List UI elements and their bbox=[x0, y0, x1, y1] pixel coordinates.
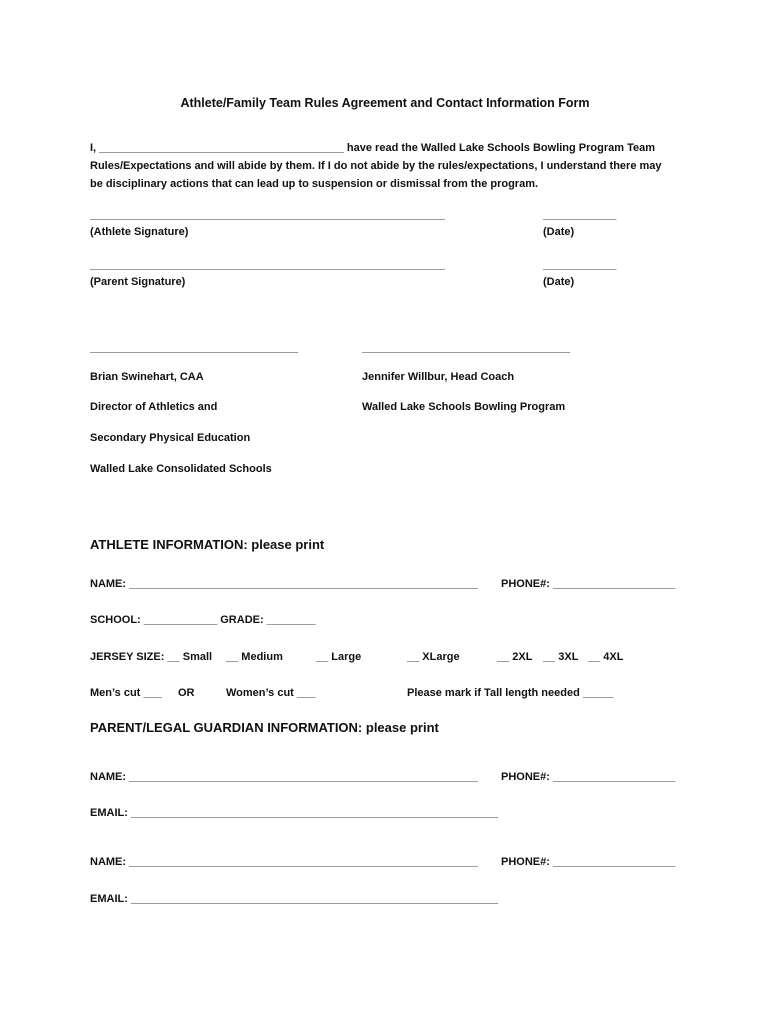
coach-name: Jennifer Willbur, Head Coach bbox=[362, 371, 515, 383]
director-name: Brian Swinehart, CAA bbox=[90, 371, 204, 383]
jersey-size-3xl[interactable]: __ 3XL bbox=[543, 651, 579, 663]
parent2-name-field[interactable]: NAME: _________________________________________________________ bbox=[90, 856, 478, 868]
jersey-size-xlarge[interactable]: __ XLarge bbox=[407, 651, 460, 663]
cut-or-label: OR bbox=[178, 687, 195, 699]
parent2-email-field[interactable]: EMAIL: ____________________________________________________________ bbox=[90, 893, 498, 905]
jersey-size-4xl[interactable]: __ 4XL bbox=[588, 651, 624, 663]
athlete-date-label: (Date) bbox=[543, 226, 575, 238]
director-title-2: Secondary Physical Education bbox=[90, 432, 251, 444]
director-title-3: Walled Lake Consolidated Schools bbox=[90, 463, 272, 475]
agreement-line-2: Rules/Expectations and will abide by them. If I do not abide by the rules/expectations, I understand there may bbox=[90, 160, 662, 172]
athlete-info-heading: ATHLETE INFORMATION: please print bbox=[90, 537, 325, 552]
parent1-name-field[interactable]: NAME: _________________________________________________________ bbox=[90, 771, 478, 783]
agreement-paragraph bbox=[90, 139, 690, 193]
jersey-size-medium[interactable]: __ Medium bbox=[226, 651, 283, 663]
jersey-size-large[interactable]: __ Large bbox=[316, 651, 362, 663]
parent-date-line[interactable]: ____________ bbox=[543, 259, 617, 271]
womens-cut-field[interactable]: Women’s cut ___ bbox=[226, 687, 316, 699]
mens-cut-field[interactable]: Men’s cut ___ bbox=[90, 687, 162, 699]
athlete-signature-label: (Athlete Signature) bbox=[90, 226, 189, 238]
agreement-line-1: I, ________________________________________ have read the Walled Lake Schools Bowling Program Team bbox=[90, 142, 656, 154]
athlete-name-field[interactable]: NAME: _________________________________________________________ bbox=[90, 578, 478, 590]
form-title: Athlete/Family Team Rules Agreement and Contact Information Form bbox=[180, 96, 590, 110]
coach-title-1: Walled Lake Schools Bowling Program bbox=[362, 401, 566, 413]
director-title-1: Director of Athletics and bbox=[90, 401, 218, 413]
tall-length-field[interactable]: Please mark if Tall length needed _____ bbox=[407, 687, 614, 699]
parent1-email-field[interactable]: EMAIL: ____________________________________________________________ bbox=[90, 807, 498, 819]
jersey-size-2xl[interactable]: __ 2XL bbox=[497, 651, 533, 663]
athlete-signature-line[interactable]: __________________________________________________________ bbox=[90, 209, 445, 221]
jersey-size-small[interactable]: JERSEY SIZE: __ Small bbox=[90, 651, 213, 663]
parent1-phone-field[interactable]: PHONE#: ____________________ bbox=[501, 771, 676, 783]
coach-signature-line: __________________________________ bbox=[362, 342, 571, 354]
school-grade-field[interactable]: SCHOOL: ____________ GRADE: ________ bbox=[90, 614, 316, 626]
director-signature-line: __________________________________ bbox=[90, 342, 299, 354]
agreement-line-3: be disciplinary actions that can lead up to suspension or dismissal from the program. bbox=[90, 178, 539, 190]
athlete-date-line[interactable]: ____________ bbox=[543, 209, 617, 221]
parent2-phone-field[interactable]: PHONE#: ____________________ bbox=[501, 856, 676, 868]
parent-info-heading: PARENT/LEGAL GUARDIAN INFORMATION: please print bbox=[90, 720, 439, 735]
parent-signature-label: (Parent Signature) bbox=[90, 276, 186, 288]
parent-date-label: (Date) bbox=[543, 276, 575, 288]
parent-signature-line[interactable]: __________________________________________________________ bbox=[90, 259, 445, 271]
athlete-phone-field[interactable]: PHONE#: ____________________ bbox=[501, 578, 676, 590]
